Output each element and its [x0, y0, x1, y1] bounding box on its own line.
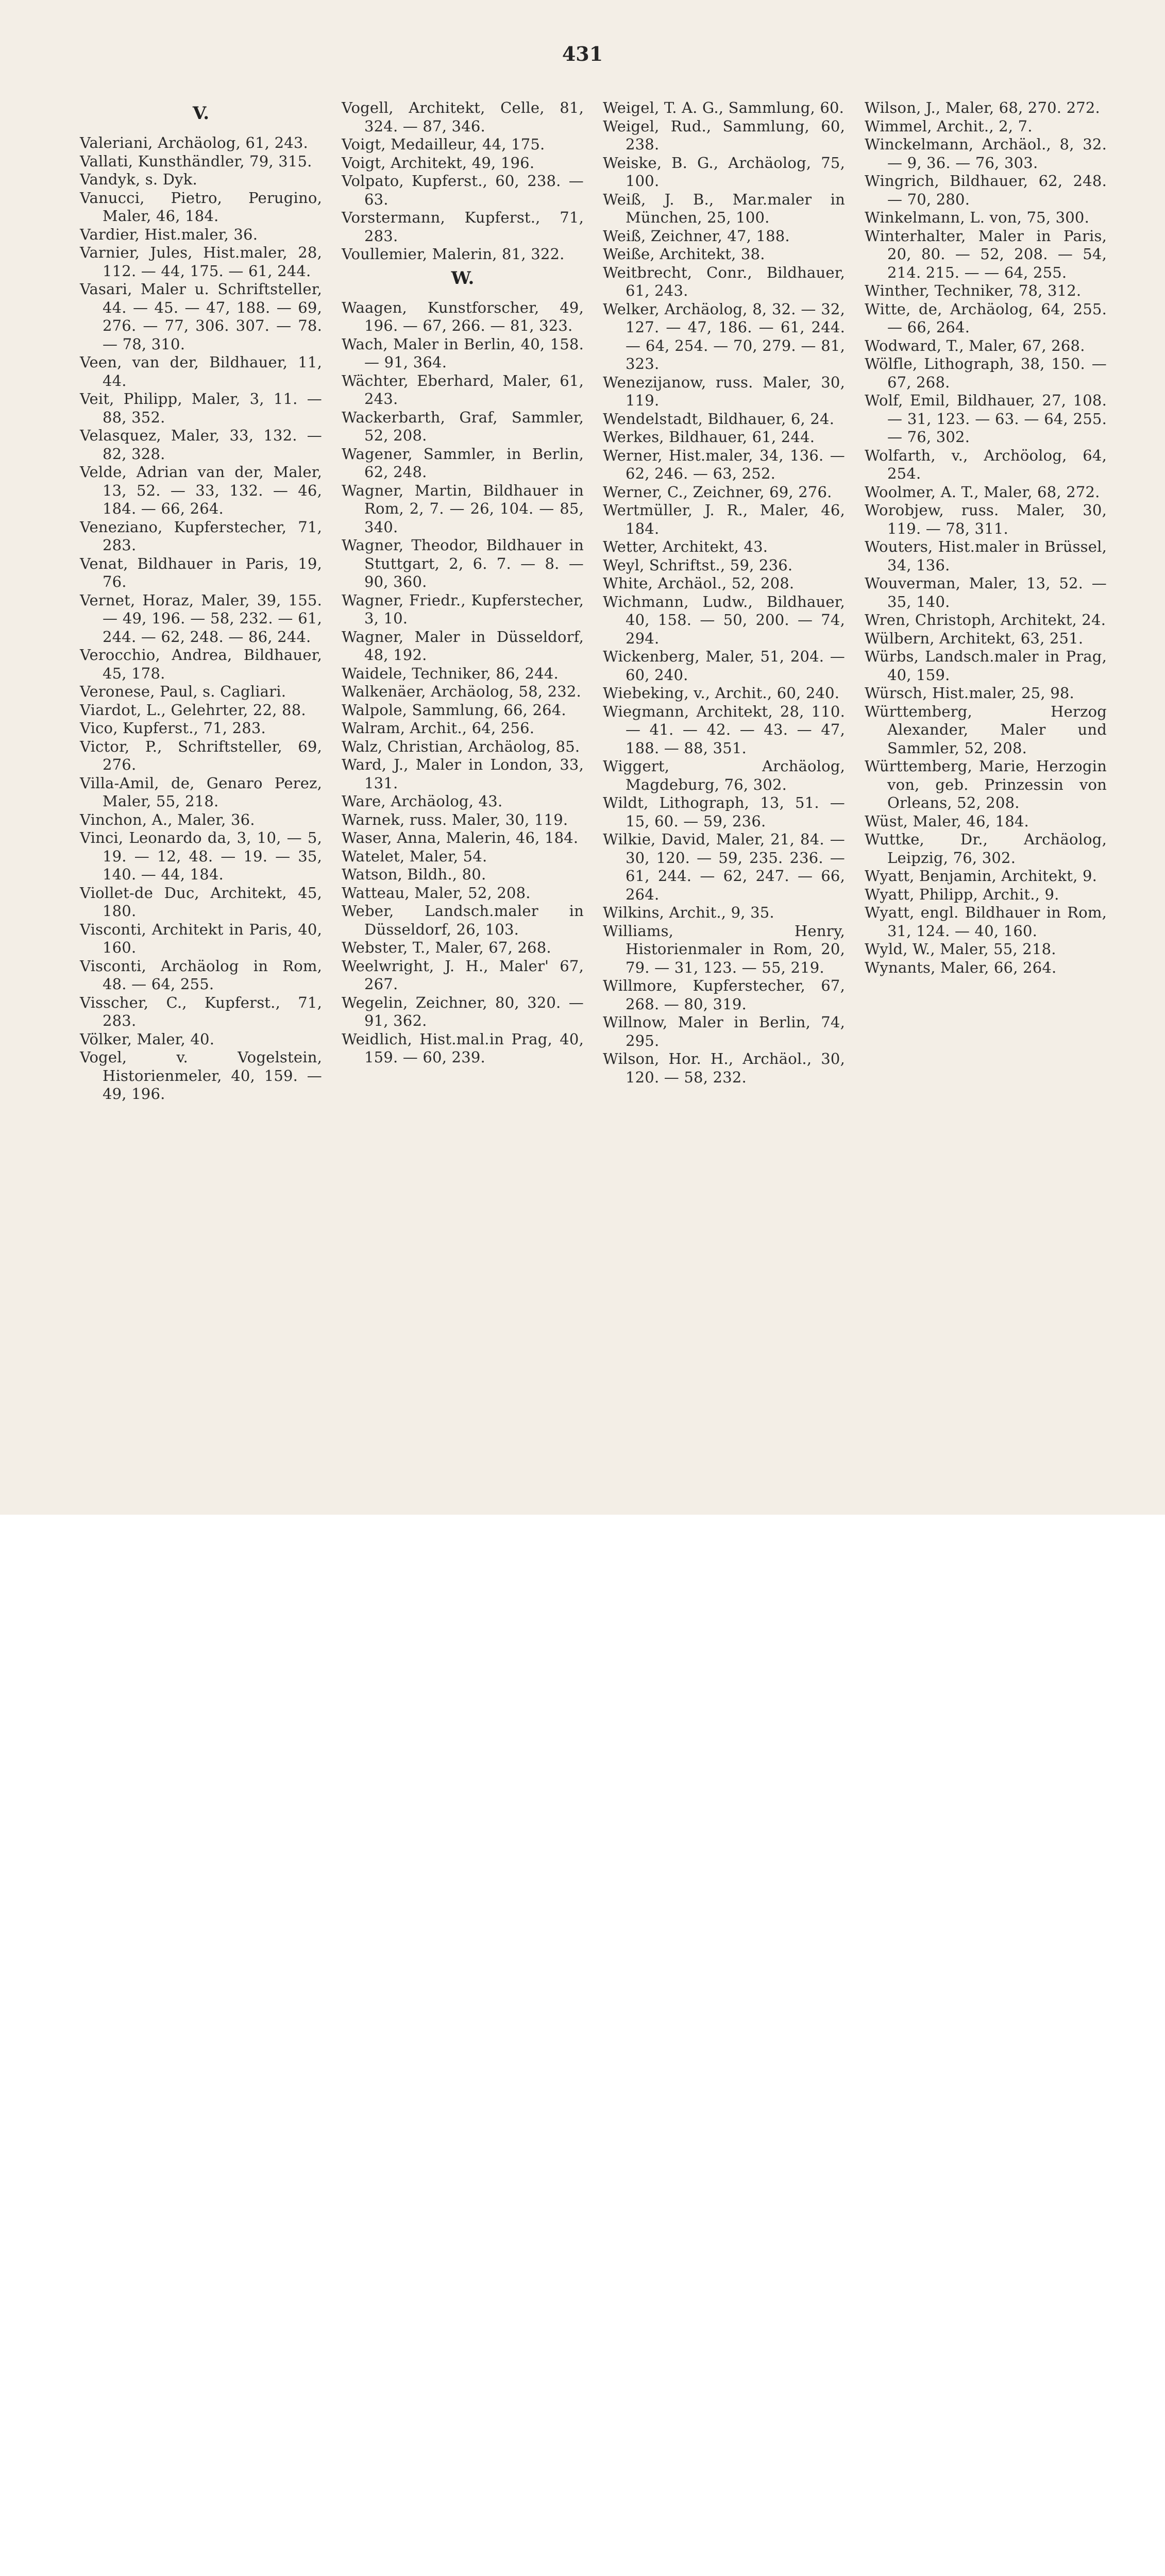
index-entry: Williams, Henry, Historienmaler in Rom, 20, 79. — 31, 123. — 55, 219.: [603, 922, 845, 976]
index-entry: Walpole, Sammlung, 66, 264.: [342, 701, 566, 719]
index-entry: Wiebeking, v., Archit., 60, 240.: [603, 684, 840, 702]
index-entry: Weitbrecht, Conr., Bildhauer, 61, 243.: [603, 263, 845, 299]
index-entry: Wilson, J., Maler, 68, 270. 272.: [865, 99, 1100, 116]
index-entry: Volpato, Kupferst., 60, 238. — 63.: [342, 172, 584, 208]
section-heading-w: W.: [451, 267, 475, 289]
index-entry: Weiske, B. G., Archäolog, 75, 100.: [603, 154, 845, 190]
index-entry: Wiegmann, Architekt, 28, 110. — 41. — 42. — 43. — 47, 188. — 88, 351.: [603, 702, 845, 757]
index-entry: Wynants, Maler, 66, 264.: [865, 958, 1057, 976]
index-entry: Willmore, Kupferstecher, 67, 268. — 80, 319.: [603, 977, 845, 1013]
index-entry: Wendelstadt, Bildhauer, 6, 24.: [603, 410, 835, 428]
index-column-2: [342, 99, 584, 1067]
index-entry: Wächter, Eberhard, Maler, 61, 243.: [342, 371, 584, 408]
index-entry: White, Archäol., 52, 208.: [603, 574, 795, 592]
index-entry: Worobjew, russ. Maler, 30, 119. — 78, 311.: [865, 501, 1107, 537]
index-entry: Ware, Archäolog, 43.: [342, 792, 503, 810]
index-entry: Weidlich, Hist.mal.in Prag, 40, 159. — 60, 239.: [342, 1030, 584, 1066]
page-number: 431: [562, 42, 603, 65]
index-entry: Willnow, Maler in Berlin, 74, 295.: [603, 1013, 845, 1049]
entry-list: [865, 99, 1107, 977]
index-entry: Vogell, Architekt, Celle, 81, 324. — 87, 346.: [342, 99, 584, 135]
index-entry: Vanucci, Pietro, Perugino, Maler, 46, 184.: [80, 189, 322, 225]
index-entry: Visconti, Architekt in Paris, 40, 160.: [80, 920, 322, 956]
index-entry: Veneziano, Kupferstecher, 71, 283.: [80, 518, 322, 554]
digitization-footer: [0, 1515, 1165, 1596]
index-entry: Verocchio, Andrea, Bildhauer, 45, 178.: [80, 646, 322, 682]
index-entry: Würbs, Landsch.maler in Prag, 40, 159.: [865, 648, 1107, 684]
index-entry: Victor, P., Schriftsteller, 69, 276.: [80, 737, 322, 773]
index-entry: Waser, Anna, Malerin, 46, 184.: [342, 829, 579, 846]
index-entry: Weiß, Zeichner, 47, 188.: [603, 227, 790, 245]
index-entry: Voigt, Medailleur, 44, 175.: [342, 135, 545, 153]
index-entry: Wagner, Friedr., Kupferstecher, 3, 10.: [342, 591, 584, 627]
index-entry: Vasari, Maler u. Schriftsteller, 44. — 45. — 47, 188. — 69, 276. — 77, 306. 307. — 78. — 78, 310.: [80, 280, 322, 353]
index-entry: Vorstermann, Kupferst., 71, 283.: [342, 209, 584, 245]
index-entry: Wichmann, Ludw., Bildhauer, 40, 158. — 50, 200. — 74, 294.: [603, 592, 845, 647]
index-entry: Weyl, Schriftst., 59, 236.: [603, 556, 793, 574]
index-entry: Vernet, Horaz, Maler, 39, 155. — 49, 196. — 58, 232. — 61, 244. — 62, 248. — 86, 244.: [80, 591, 322, 646]
section-heading-v: V.: [192, 103, 210, 124]
index-entry: Wolf, Emil, Bildhauer, 27, 108. — 31, 123. — 63. — 64, 255. — 76, 302.: [865, 392, 1107, 446]
index-entry: Veronese, Paul, s. Cagliari.: [80, 683, 286, 700]
index-column-4: [865, 99, 1107, 977]
index-entry: Wyld, W., Maler, 55, 218.: [865, 940, 1056, 958]
index-entry: Werner, Hist.maler, 34, 136. — 62, 246. — 63, 252.: [603, 446, 845, 482]
index-entry: Wodward, T., Maler, 67, 268.: [865, 336, 1085, 354]
index-entry: Werner, C., Zeichner, 69, 276.: [603, 483, 832, 501]
index-entry: Wüst, Maler, 46, 184.: [865, 812, 1029, 830]
index-entry: Weiße, Architekt, 38.: [603, 245, 765, 263]
index-entry: Watson, Bildh., 80.: [342, 866, 486, 883]
index-entry: Warnek, russ. Maler, 30, 119.: [342, 810, 568, 828]
index-entry: Waidele, Techniker, 86, 244.: [342, 664, 559, 682]
index-entry: Winckelmann, Archäol., 8, 32. — 9, 36. — 76, 303.: [865, 135, 1107, 172]
index-entry: Wagener, Sammler, in Berlin, 62, 248.: [342, 445, 584, 481]
index-entry: Visscher, C., Kupferst., 71, 283.: [80, 993, 322, 1029]
index-entry: Walram, Archit., 64, 256.: [342, 719, 535, 737]
index-entry: Winkelmann, L. von, 75, 300.: [865, 209, 1089, 226]
index-entry: Wyatt, Benjamin, Architekt, 9.: [865, 867, 1098, 885]
index-entry: Würsch, Hist.maler, 25, 98.: [865, 684, 1074, 702]
index-entry: Wegelin, Zeichner, 80, 320. — 91, 362.: [342, 993, 584, 1029]
index-entry: Veen, van der, Bildhauer, 11, 44.: [80, 353, 322, 389]
index-entry: Woolmer, A. T., Maler, 68, 272.: [865, 483, 1100, 501]
index-entry: Weigel, T. A. G., Sammlung, 60.: [603, 99, 845, 116]
entry-list: [342, 299, 584, 1067]
index-entry: Werkes, Bildhauer, 61, 244.: [603, 428, 815, 446]
index-entry: Wilson, Hor. H., Archäol., 30, 120. — 58, 232.: [603, 1050, 845, 1086]
index-entry: Viollet-de Duc, Architekt, 45, 180.: [80, 884, 322, 920]
index-entry: Waagen, Kunstforscher, 49, 196. — 67, 266. — 81, 323.: [342, 298, 584, 334]
index-entry: Wertmüller, J. R., Maler, 46, 184.: [603, 501, 845, 537]
index-entry: Wilkie, David, Maler, 21, 84. — 30, 120. — 59, 235. 236. — 61, 244. — 62, 247. — 66, 264.: [603, 831, 845, 903]
index-entry: Winther, Techniker, 78, 312.: [865, 282, 1082, 299]
index-entry: Vinchon, A., Maler, 36.: [80, 810, 255, 828]
index-entry: Villa-Amil, de, Genaro Perez, Maler, 55, 218.: [80, 774, 322, 810]
index-entry: Wilkins, Archit., 9, 35.: [603, 904, 774, 921]
index-entry: Vico, Kupferst., 71, 283.: [80, 719, 266, 737]
index-entry: Ward, J., Maler in London, 33, 131.: [342, 756, 584, 792]
index-entry: Wetter, Architekt, 43.: [603, 538, 768, 555]
index-entry: Voigt, Architekt, 49, 196.: [342, 154, 535, 172]
index-entry: Vinci, Leonardo da, 3, 10, — 5, 19. — 12, 48. — 19. — 35, 140. — 44, 184.: [80, 829, 322, 883]
index-entry: Valeriani, Archäolog, 61, 243.: [80, 134, 308, 151]
index-entry: Wackerbarth, Graf, Sammler, 52, 208.: [342, 408, 584, 444]
index-entry: Wagner, Maler in Düsseldorf, 48, 192.: [342, 628, 584, 664]
index-entry: Webster, T., Maler, 67, 268.: [342, 939, 551, 956]
index-entry: Watelet, Maler, 54.: [342, 847, 487, 865]
index-entry: Velde, Adrian van der, Maler, 13, 52. — 33, 132. — 46, 184. — 66, 264.: [80, 463, 322, 517]
index-entry: Wimmel, Archit., 2, 7.: [865, 117, 1033, 135]
index-entry: Weigel, Rud., Sammlung, 60, 238.: [603, 117, 845, 153]
index-entry: Wouverman, Maler, 13, 52. — 35, 140.: [865, 574, 1107, 611]
index-entry: Weiß, J. B., Mar.maler in München, 25, 100.: [603, 190, 845, 226]
index-entry: Wickenberg, Maler, 51, 204. — 60, 240.: [603, 648, 845, 684]
index-entry: Veit, Philipp, Maler, 3, 11. — 88, 352.: [80, 390, 322, 426]
index-entry: Vallati, Kunsthändler, 79, 315.: [80, 152, 312, 170]
index-entry: Wolfarth, v., Archöolog, 64, 254.: [865, 446, 1107, 482]
index-entry: Vandyk, s. Dyk.: [80, 171, 197, 188]
index-entry: Wildt, Lithograph, 13, 51. — 15, 60. — 59, 236.: [603, 794, 845, 830]
entry-list: [80, 134, 322, 1104]
index-entry: Walz, Christian, Archäolog, 85.: [342, 737, 580, 755]
index-entry: Varnier, Jules, Hist.maler, 28, 112. — 44, 175. — 61, 244.: [80, 244, 322, 280]
index-entry: Württemberg, Herzog Alexander, Maler und Sammler, 52, 208.: [865, 702, 1107, 757]
index-entry: Wuttke, Dr., Archäolog, Leipzig, 76, 302.: [865, 831, 1107, 867]
index-entry: Wren, Christoph, Architekt, 24.: [865, 611, 1106, 629]
index-entry: Vogel, v. Vogelstein, Historienmeler, 40, 159. — 49, 196.: [80, 1048, 322, 1103]
index-entry: Völker, Maler, 40.: [80, 1030, 215, 1048]
index-column-3: [603, 99, 845, 1087]
index-entry: Wouters, Hist.maler in Brüssel, 34, 136.: [865, 538, 1107, 574]
index-entry: Winterhalter, Maler in Paris, 20, 80. — 52, 208. — 54, 214. 215. — — 64, 255.: [865, 227, 1107, 281]
index-entry: Weelwright, J. H., Maler' 67, 267.: [342, 957, 584, 993]
index-entry: Wyatt, engl. Bildhauer in Rom, 31, 124. — 40, 160.: [865, 904, 1107, 940]
index-entry: Walkenäer, Archäolog, 58, 232.: [342, 683, 581, 700]
index-entry: Visconti, Archäolog in Rom, 48. — 64, 255.: [80, 957, 322, 993]
index-entry: Voullemier, Malerin, 81, 322.: [342, 245, 565, 263]
index-entry: Velasquez, Maler, 33, 132. — 82, 328.: [80, 427, 322, 463]
index-entry: Witte, de, Archäolog, 64, 255. — 66, 264.: [865, 300, 1107, 336]
index-entry: Württemberg, Marie, Herzogin von, geb. Prinzessin von Orleans, 52, 208.: [865, 757, 1107, 811]
index-entry: Venat, Bildhauer in Paris, 19, 76.: [80, 554, 322, 590]
index-entry: Wiggert, Archäolog, Magdeburg, 76, 302.: [603, 757, 845, 793]
index-entry: Welker, Archäolog, 8, 32. — 32, 127. — 47, 186. — 61, 244. — 64, 254. — 70, 279. — 81, 323.: [603, 300, 845, 372]
index-entry: Vardier, Hist.maler, 36.: [80, 225, 258, 243]
index-entry: Wagner, Martin, Bildhauer in Rom, 2, 7. — 26, 104. — 85, 340.: [342, 481, 584, 536]
entry-list: [603, 99, 845, 1087]
index-entry: Watteau, Maler, 52, 208.: [342, 884, 531, 902]
index-entry: Wyatt, Philipp, Archit., 9.: [865, 885, 1059, 903]
index-entry: Wülbern, Architekt, 63, 251.: [865, 629, 1084, 647]
entry-list: [342, 99, 584, 264]
index-entry: Wölfle, Lithograph, 38, 150. — 67, 268.: [865, 355, 1107, 391]
index-entry: Wach, Maler in Berlin, 40, 158. — 91, 364.: [342, 335, 584, 371]
index-entry: Wenezijanow, russ. Maler, 30, 119.: [603, 373, 845, 409]
index-column-1: [80, 99, 322, 1104]
index-entry: Viardot, L., Gelehrter, 22, 88.: [80, 701, 306, 719]
index-entry: Weber, Landsch.maler in Düsseldorf, 26, 103.: [342, 902, 584, 938]
index-entry: Wingrich, Bildhauer, 62, 248. — 70, 280.: [865, 172, 1107, 208]
index-entry: Wagner, Theodor, Bildhauer in Stuttgart, 2, 6. 7. — 8. — 90, 360.: [342, 536, 584, 590]
